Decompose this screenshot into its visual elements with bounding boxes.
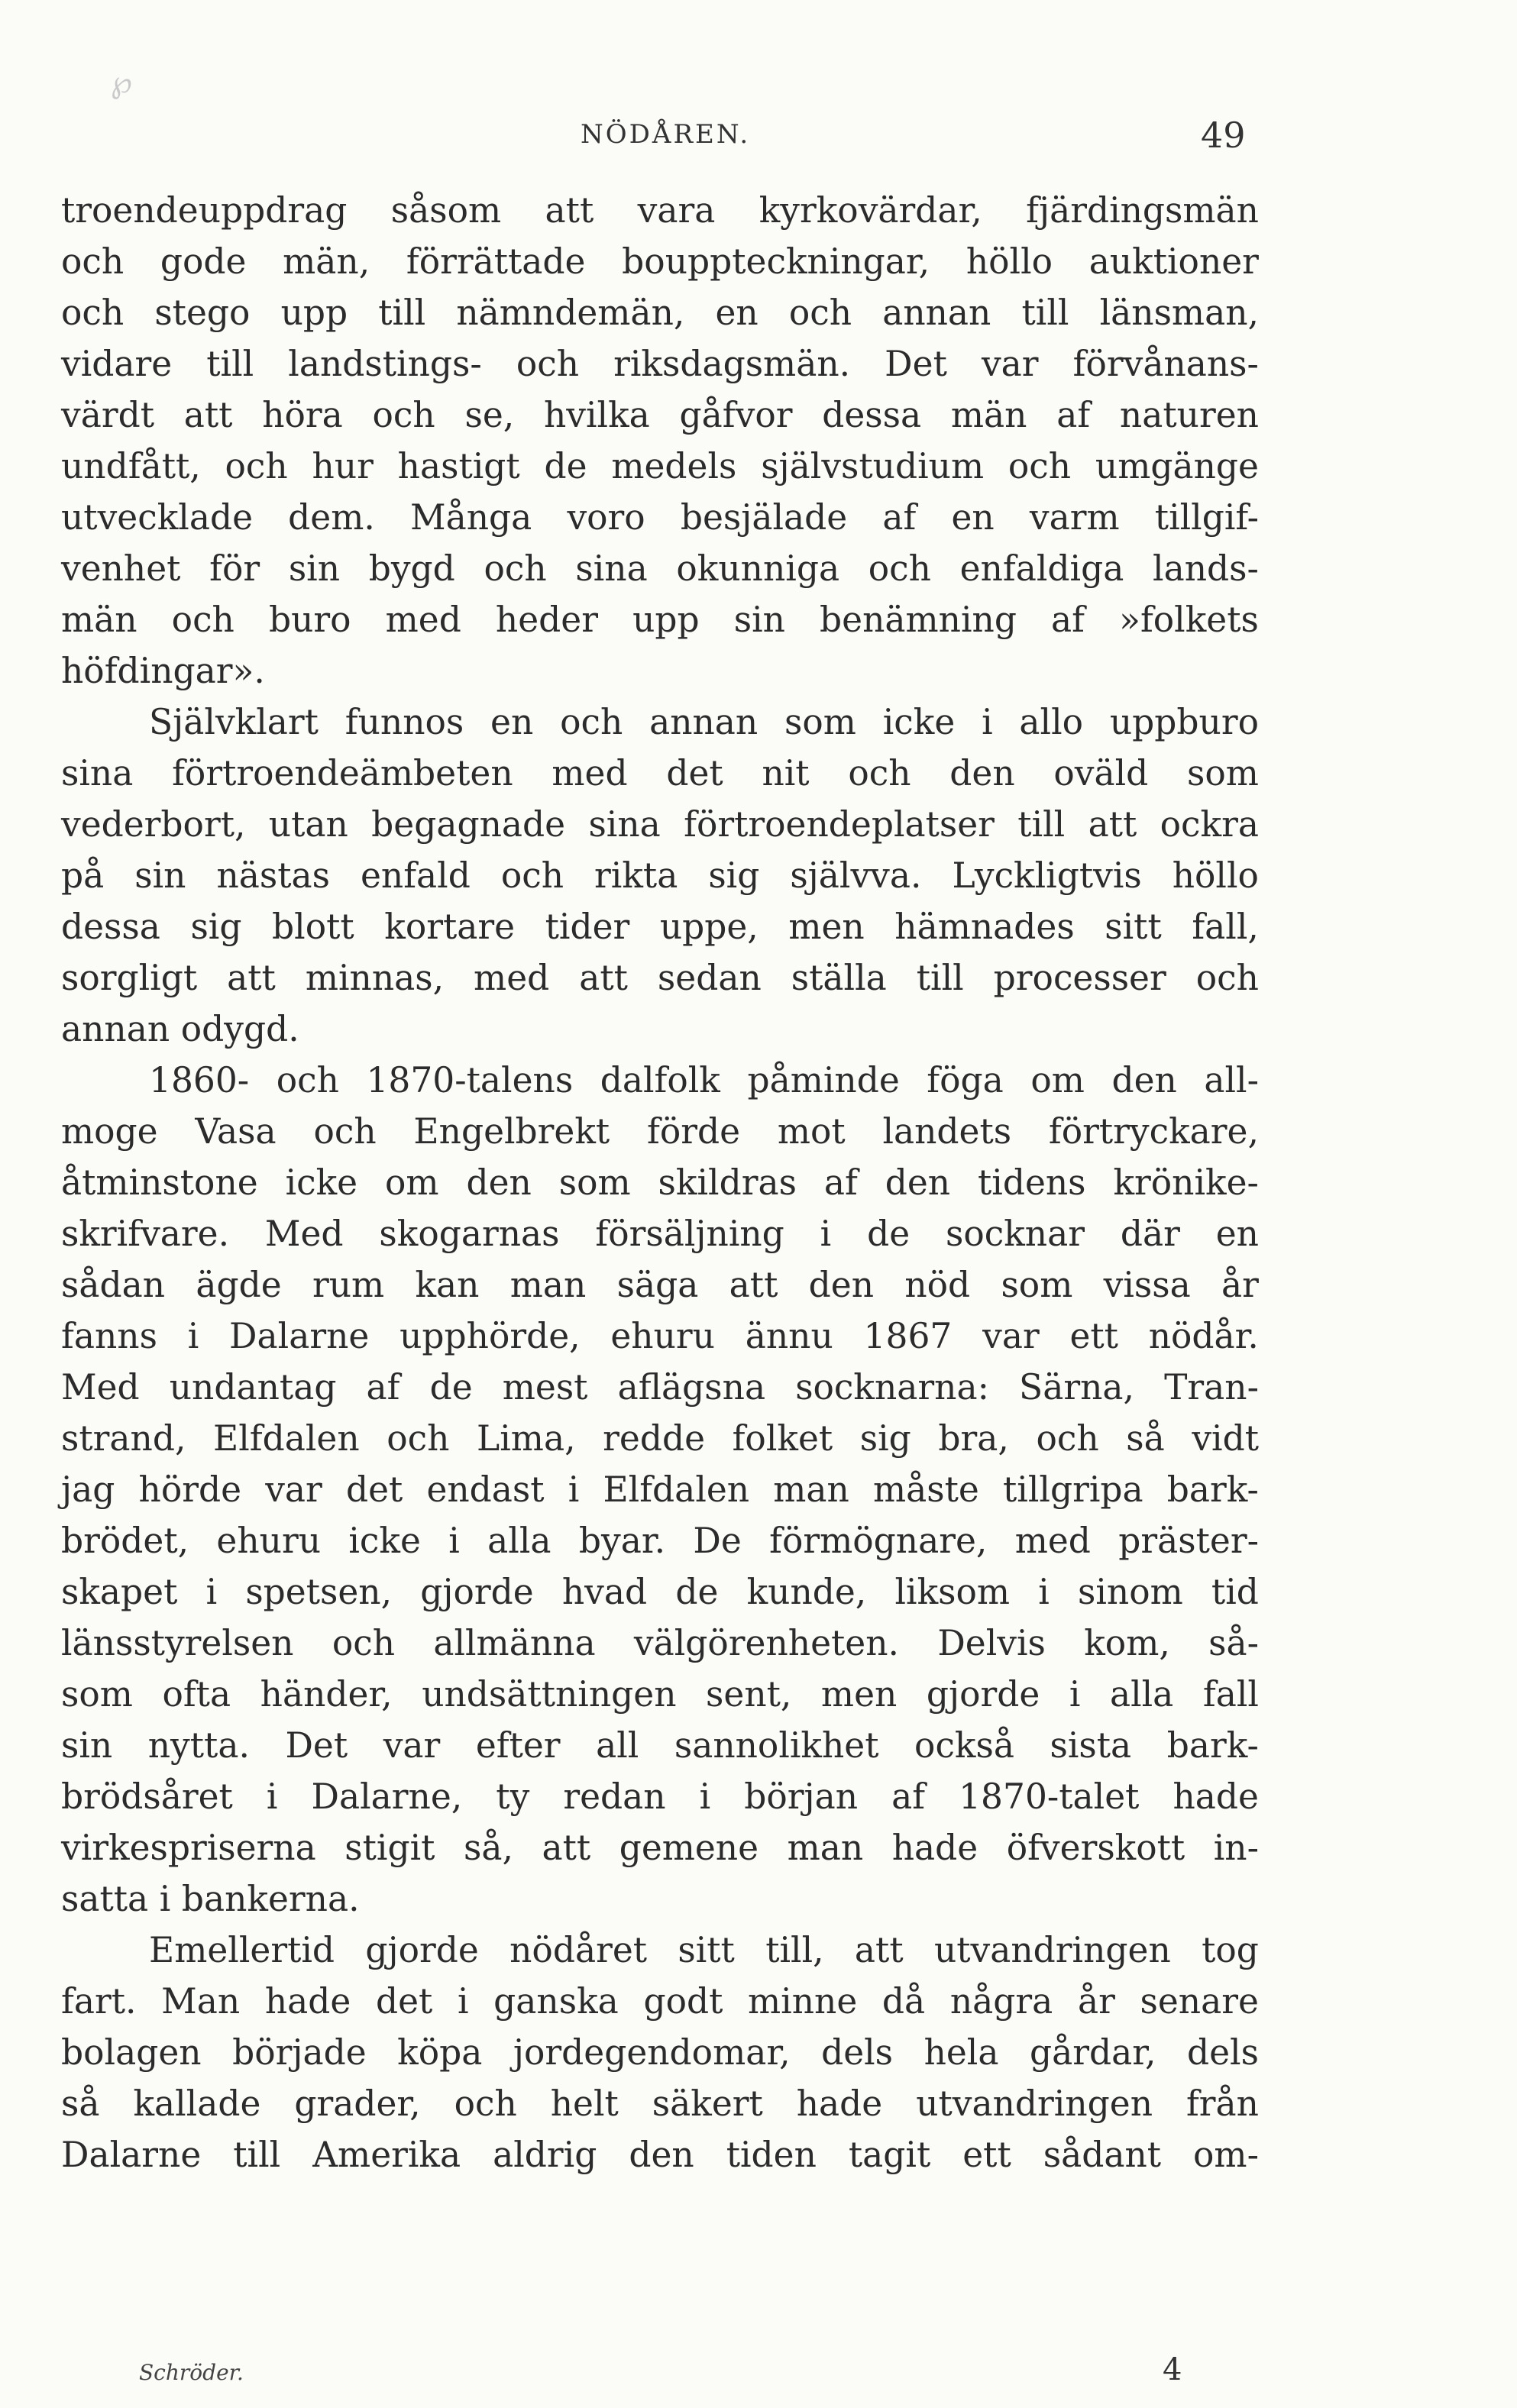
text-line: fanns i Dalarne upphörde, ehuru ännu 1867 var ett nödår. [61, 1316, 1259, 1356]
text-line: moge Vasa och Engelbrekt förde mot landets förtryckare, [61, 1111, 1259, 1152]
text-line: skapet i spetsen, gjorde hvad de kunde, liksom i sinom tid [61, 1572, 1259, 1612]
running-head [0, 115, 1517, 160]
text-line: brödet, ehuru icke i alla byar. De förmögnare, med präster- [61, 1521, 1259, 1561]
body-text [61, 185, 1259, 2180]
text-line: åtminstone icke om den som skildras af den tidens krönike- [61, 1162, 1259, 1203]
text-line: brödsåret i Dalarne, ty redan i början af 1870-talet hade [61, 1776, 1259, 1817]
text-line: länsstyrelsen och allmänna välgörenheten. Delvis kom, så- [61, 1623, 1259, 1663]
text-line: värdt att höra och se, hvilka gåfvor dessa män af naturen [61, 395, 1259, 435]
text-line: virkespriserna stigit så, att gemene man hade öfverskott in- [61, 1828, 1259, 1868]
sheet-number: 4 [1163, 2352, 1182, 2387]
text-line: troendeuppdrag såsom att vara kyrkovärdar, fjärdingsmän [61, 190, 1259, 231]
text-line: Med undantag af de mest aflägsna socknarna: Särna, Tran- [61, 1367, 1259, 1408]
chapter-title: NÖDÅREN. [581, 119, 751, 150]
text-line: bolagen började köpa jordegendomar, dels hela gårdar, dels [61, 2032, 1259, 2073]
text-line: Dalarne till Amerika aldrig den tiden tagit ett sådant om- [61, 2135, 1259, 2175]
text-line: skrifvare. Med skogarnas försäljning i de socknar där en [61, 1214, 1259, 1254]
text-line: 1860- och 1870-talens dalfolk påminde föga om den all- [149, 1060, 1259, 1101]
text-line: vederbort, utan begagnade sina förtroendeplatser till att ockra [61, 804, 1259, 845]
text-line: och gode män, förrättade bouppteckningar, höllo auktioner [61, 241, 1259, 282]
ink-mark-icon: ℘ [111, 65, 132, 100]
text-line: som ofta händer, undsättningen sent, men gjorde i alla fall [61, 1674, 1259, 1715]
text-line: Emellertid gjorde nödåret sitt till, att utvandringen tog [149, 1930, 1259, 1970]
text-line: sorgligt att minnas, med att sedan ställa till processer och [61, 958, 1259, 998]
text-line: höfdingar». [61, 651, 265, 691]
text-line: undfått, och hur hastigt de medels självstudium och umgänge [61, 446, 1259, 486]
text-line: venhet för sin bygd och sina okunniga och enfaldiga lands- [61, 548, 1259, 589]
text-line: annan odygd. [61, 1009, 299, 1049]
text-line: män och buro med heder upp sin benämning af »folkets [61, 600, 1259, 640]
text-line: sina förtroendeämbeten med det nit och den oväld som [61, 753, 1259, 794]
text-line: Självklart funnos en och annan som icke i allo uppburo [149, 702, 1259, 742]
text-line: utvecklade dem. Många voro besjälade af en varm tillgif- [61, 497, 1259, 538]
signature-mark: Schröder. [139, 2360, 244, 2385]
text-line: så kallade grader, och helt säkert hade utvandringen från [61, 2083, 1259, 2124]
text-line: dessa sig blott kortare tider uppe, men hämnades sitt fall, [61, 907, 1259, 947]
text-line: satta i bankerna. [61, 1879, 360, 1919]
text-line: strand, Elfdalen och Lima, redde folket sig bra, och så vidt [61, 1418, 1259, 1459]
text-line: sådan ägde rum kan man säga att den nöd som vissa år [61, 1265, 1259, 1305]
text-line: och stego upp till nämndemän, en och annan till länsman, [61, 293, 1259, 333]
text-line: på sin nästas enfald och rikta sig självva. Lyckligtvis höllo [61, 855, 1259, 896]
text-line: fart. Man hade det i ganska godt minne då några år senare [61, 1981, 1259, 2022]
text-line: jag hörde var det endast i Elfdalen man måste tillgripa bark- [61, 1469, 1259, 1510]
page-number: 49 [1201, 115, 1246, 156]
text-line: vidare till landstings- och riksdagsmän. Det var förvånans- [61, 344, 1259, 384]
text-line: sin nytta. Det var efter all sannolikhet också sista bark- [61, 1725, 1259, 1766]
